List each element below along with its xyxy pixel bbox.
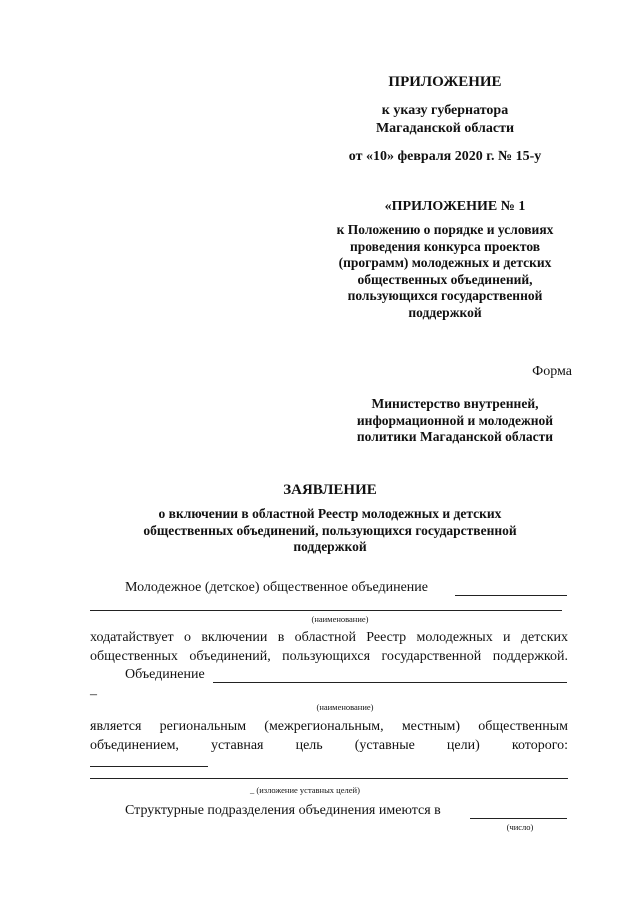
- statement-subtitle-line: общественных объединений, пользующихся государственной: [143, 522, 517, 538]
- statement-title: ЗАЯВЛЕНИЕ: [283, 482, 377, 498]
- appendix1-line: к Положению о порядке и условиях: [336, 222, 554, 237]
- appendix1-line: (программ) молодежных и детских: [338, 255, 552, 270]
- caption-name-2: (наименование): [316, 702, 374, 712]
- appendix1-line: поддержкой: [408, 304, 482, 320]
- structural-number-field[interactable]: [470, 818, 567, 819]
- caption-goals: _ (изложение уставных целей): [250, 785, 360, 795]
- appendix1-lines: [310, 222, 580, 321]
- para1-line2: общественных объединений, пользующихся государственной поддержкой.: [90, 649, 568, 664]
- structural-line: Структурные подразделения объединения имеются в: [125, 803, 441, 818]
- association-name-field[interactable]: [455, 595, 567, 596]
- addressee-line: политики Магаданской области: [356, 429, 554, 444]
- appendix-title: ПРИЛОЖЕНИЕ: [388, 74, 502, 90]
- para1-line1: ходатайствует о включении в областной Реестр молодежных и детских: [90, 630, 568, 645]
- para2-line2: объединением, уставная цель (уставные цели) которого:: [90, 738, 568, 753]
- dash-mark: –: [90, 687, 97, 702]
- statement-subtitle: [90, 506, 570, 556]
- goals-field-line[interactable]: [90, 778, 568, 779]
- appendix1-line: общественных объединений,: [357, 271, 533, 287]
- appendix1-line: пользующихся государственной: [347, 288, 543, 303]
- addressee-line: Министерство внутренней,: [371, 396, 539, 411]
- association-label: Объединение: [125, 667, 205, 682]
- statement-subtitle-line: поддержкой: [293, 539, 367, 554]
- caption-name-1: (наименование): [311, 614, 369, 624]
- para2-line1: является региональным (межрегиональным, местным) общественным: [90, 719, 568, 734]
- association-field[interactable]: [213, 682, 567, 683]
- goals-field-short[interactable]: [90, 766, 208, 767]
- body-association-intro: Молодежное (детское) общественное объединение: [125, 580, 428, 595]
- appendix-to-decree-line2: Магаданской области: [375, 121, 515, 136]
- form-label: Форма: [532, 364, 572, 379]
- addressee-line: информационной и молодежной: [356, 412, 554, 428]
- appendix-to-decree-line1: к указу губернатора: [381, 103, 509, 118]
- caption-number: (число): [506, 822, 534, 832]
- statement-subtitle-line: о включении в областной Реестр молодежных и детских: [158, 506, 502, 521]
- addressee-block: [330, 396, 580, 446]
- appendix-date-line: от «10» февраля 2020 г. № 15-у: [348, 149, 542, 164]
- appendix1-line: проведения конкурса проектов: [349, 238, 541, 254]
- appendix1-title: «ПРИЛОЖЕНИЕ № 1: [384, 199, 526, 214]
- association-name-field-line2[interactable]: [90, 610, 562, 611]
